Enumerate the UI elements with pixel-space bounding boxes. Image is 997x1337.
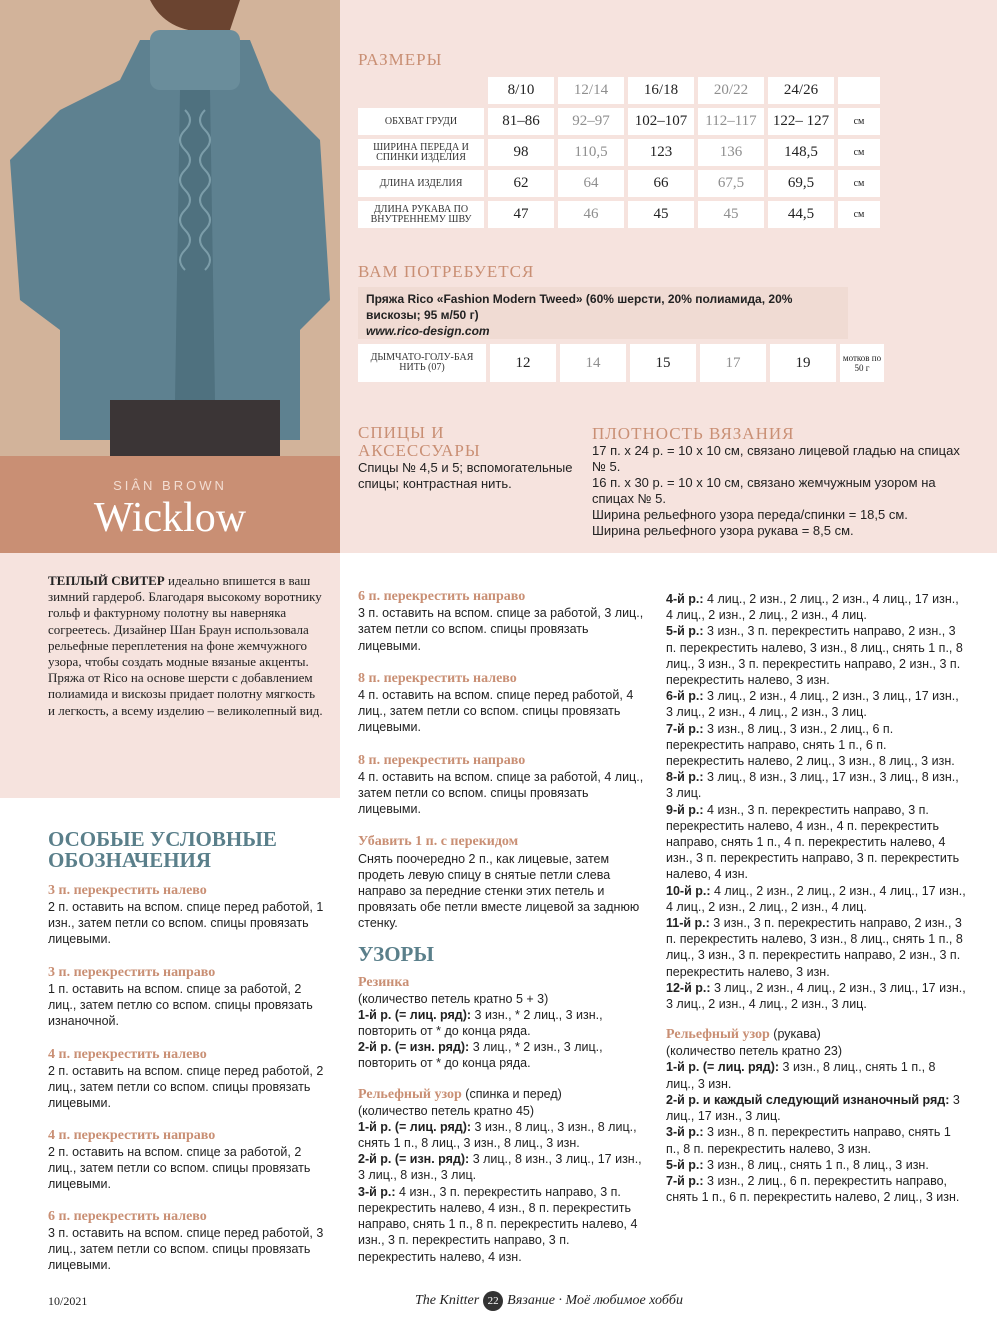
row-label: ШИРИНА ПЕРЕДА И СПИНКИ ИЗДЕЛИЯ bbox=[358, 139, 484, 166]
intro-lead: ТЕПЛЫЙ СВИТЕР bbox=[48, 573, 165, 588]
row-text: 4 лиц., 2 изн., 2 лиц., 2 изн., 4 лиц., 17 изн., 4 лиц., 2 изн., 2 лиц., 2 изн., 4 лиц. bbox=[666, 883, 966, 914]
pattern-row bbox=[666, 1059, 966, 1091]
row-text: 4 лиц., 2 изн., 2 лиц., 2 изн., 4 лиц., 17 изн., 4 лиц., 2 изн., 2 лиц., 2 изн., 4 лиц. bbox=[666, 592, 959, 623]
abbreviation-desc: 3 п. оставить на вспом. спице перед работой, 3 лиц., затем петли со вспом. спицы провязать лицевыми. bbox=[48, 1226, 324, 1272]
yarn-quantity: 17 bbox=[700, 344, 766, 382]
unit: см bbox=[838, 139, 880, 166]
needles-text: Спицы № 4,5 и 5; вспомогательные спицы; контрастная нить. bbox=[358, 460, 573, 491]
cell: 69,5 bbox=[768, 170, 834, 197]
abbreviation-desc: 4 п. оставить на вспом. спице за работой, 4 лиц., затем петли со вспом. спицы провязать лицевыми. bbox=[358, 769, 644, 817]
sizes-heading: РАЗМЕРЫ bbox=[358, 50, 443, 69]
intro-body: идеально впишется в ваш зимний гардероб. Благодаря высокому воротнику гольф и фактурному полотну вы наверняка согреетесь. Дизайнер Шан Браун использовала рельефные переплетения на фоне жемчужного узора, чтобы создать модные вязаные акценты. Пряжа от Rico на основе шерсти с добавлением полиамида и вискозы придает полотну мягкость и легкость, а всему изделию – великолепный вид. bbox=[48, 573, 323, 718]
sizes-header-row bbox=[358, 77, 880, 104]
yarn-quantity: 15 bbox=[630, 344, 696, 382]
gauge-line: Ширина рельефного узора переда/спинки = 18,5 см. bbox=[592, 507, 908, 522]
sizes-table bbox=[354, 73, 884, 232]
cell: 67,5 bbox=[698, 170, 764, 197]
abbreviations-heading: ОСОБЫЕ УСЛОВНЫЕ ОБОЗНАЧЕНИЯ bbox=[48, 827, 277, 872]
relief-title bbox=[358, 1086, 650, 1103]
sleeve-title-text: Рельефный узор bbox=[666, 1027, 770, 1043]
rib-note: (количество петель кратно 5 + 3) bbox=[358, 991, 549, 1006]
size-header: 24/26 bbox=[768, 77, 834, 104]
pattern-row bbox=[666, 688, 966, 720]
abbreviation-desc: 4 п. оставить на вспом. спице перед работой, 4 лиц., затем петли со вспом. спицы провязать лицевыми. bbox=[358, 688, 634, 735]
yarn-unit: мотков по 50 г bbox=[840, 344, 884, 382]
yarn-box bbox=[358, 287, 848, 339]
row-label: 1-й р. (= лиц. ряд): bbox=[666, 1060, 780, 1075]
unit: см bbox=[838, 108, 880, 135]
row-label: 1-й р. (= лиц. ряд): bbox=[358, 1119, 472, 1134]
cell: 92–97 bbox=[558, 108, 624, 135]
sizes-row bbox=[358, 170, 880, 197]
row-text: 4 изн., 3 п. перекрестить направо, 3 п. перекрестить налево, 4 изн., 8 п. перекрестить направо, снять 1 п., 8 п. перекрестить налево, 4 изн., 3 п. перекрестить направо, 3 п. перекрестить налево, 4 изн. bbox=[358, 1184, 638, 1264]
gauge-line: 17 п. x 24 р. = 10 x 10 см, связано лицевой гладью на спицах № 5. bbox=[592, 443, 960, 474]
row-text: 3 изн., 3 п. перекрестить направо, 2 изн., 3 п. перекрестить налево, 3 изн., 8 лиц., снять 1 п., 8 лиц., 3 изн., 3 п. перекрестить направо, 2 изн., 3 п. перекрестить налево, 3 изн. bbox=[666, 916, 963, 979]
abbreviation-desc: 2 п. оставить на вспом. спице перед работой, 1 изн., затем петли со вспом. спицы провязать лицевыми. bbox=[48, 900, 324, 946]
row-text: 3 лиц., 2 изн., 4 лиц., 2 изн., 3 лиц., 17 изн., 3 лиц., 2 изн., 4 лиц., 2 изн., 3 лиц. bbox=[666, 689, 959, 720]
cell: 98 bbox=[488, 139, 554, 166]
cell: 81–86 bbox=[488, 108, 554, 135]
cell: 45 bbox=[628, 201, 694, 228]
row-text: 3 изн., * 2 лиц., 3 изн., повторить от * до конца ряда. bbox=[358, 1007, 603, 1039]
unit: см bbox=[838, 201, 880, 228]
cell: 102–107 bbox=[628, 108, 694, 135]
intro-box bbox=[0, 553, 340, 798]
row-label: 7-й р.: bbox=[666, 1173, 704, 1188]
pattern-row bbox=[358, 1039, 650, 1071]
abbreviation-title: 6 п. перекрестить налево bbox=[48, 1209, 207, 1224]
row-label: 5-й р.: bbox=[666, 624, 704, 639]
row-label: ДЛИНА РУКАВА ПО ВНУТРЕННЕМУ ШВУ bbox=[358, 201, 484, 228]
row-label: 10-й р.: bbox=[666, 883, 711, 898]
pattern-title: Wicklow bbox=[93, 495, 247, 541]
row-text: 3 изн., 8 лиц., 3 изн., 2 лиц., 6 п. перекрестить направо, снять 1 п., 6 п. перекрестить налево, 2 лиц., 3 изн., 8 лиц., 3 изн. bbox=[666, 721, 955, 769]
sizes-row bbox=[358, 139, 880, 166]
size-header: 20/22 bbox=[698, 77, 764, 104]
size-header: 8/10 bbox=[488, 77, 554, 104]
yarn-color-label: ДЫМЧАТО-ГОЛУ-БАЯ НИТЬ (07) bbox=[358, 344, 486, 382]
abbreviation-title: 8 п. перекрестить направо bbox=[358, 752, 526, 768]
yarn-quantity: 14 bbox=[560, 344, 626, 382]
row-text: 3 лиц., 2 изн., 4 лиц., 2 изн., 3 лиц., 17 изн., 3 лиц., 2 изн., 4 лиц., 2 изн., 3 лиц. bbox=[666, 980, 966, 1012]
pattern-row bbox=[666, 1092, 966, 1124]
yarn-website: www.rico-design.com bbox=[366, 324, 490, 338]
rib-title: Резинка bbox=[358, 974, 410, 990]
gauge-line: 16 п. x 30 р. = 10 x 10 см, связано жемчужным узором на спицах № 5. bbox=[592, 475, 936, 506]
pattern-row bbox=[666, 883, 966, 915]
cell: 123 bbox=[628, 139, 694, 166]
row-label: 2-й р. и каждый следующий изнаночный ряд: bbox=[666, 1092, 950, 1107]
abbreviation-title: Убавить 1 п. с перекидом bbox=[358, 834, 519, 850]
issue-number: 10/2021 bbox=[48, 1294, 88, 1308]
row-text: 3 изн., 8 лиц., 3 изн., 8 лиц., снять 1 п., 8 лиц., 3 изн., 8 лиц., 3 изн. bbox=[358, 1119, 637, 1151]
row-text: 3 лиц., 8 изн., 3 лиц., 17 изн., 3 лиц., 8 изн., 3 лиц. bbox=[666, 770, 959, 801]
yarn-quantity-row bbox=[358, 344, 884, 382]
intro-text bbox=[48, 573, 324, 719]
size-header: 16/18 bbox=[628, 77, 694, 104]
patterns-heading: УЗОРЫ bbox=[358, 941, 435, 966]
row-label: 7-й р.: bbox=[666, 721, 704, 736]
sweater-photo bbox=[0, 0, 340, 456]
cell: 110,5 bbox=[558, 139, 624, 166]
title-block bbox=[0, 456, 340, 553]
pattern-row bbox=[358, 1119, 650, 1151]
pattern-row bbox=[666, 1157, 966, 1173]
sleeve-note: (количество петель кратно 23) bbox=[666, 1044, 843, 1059]
row-label: 11-й р.: bbox=[666, 916, 710, 931]
gauge-heading: ПЛОТНОСТЬ ВЯЗАНИЯ bbox=[592, 424, 795, 443]
abbreviation-entry bbox=[48, 964, 333, 1029]
page-number: 22 bbox=[483, 1291, 503, 1311]
cell: 136 bbox=[698, 139, 764, 166]
abbreviation-entry bbox=[358, 589, 650, 654]
row-text: 3 изн., 3 п. перекрестить направо, 2 изн., 3 п. перекрестить налево, 3 изн., 8 лиц., снять 1 п., 8 лиц., 3 изн., 3 п. перекрестить направо, 2 изн., 3 п. перекрестить налево, 3 изн. bbox=[666, 624, 963, 688]
cell: 47 bbox=[488, 201, 554, 228]
row-text: 3 изн., 2 лиц., 6 п. перекрестить направо, снять 1 п., 6 п. перекрестить налево, 2 лиц., 3 изн. bbox=[666, 1173, 960, 1205]
cell: 46 bbox=[558, 201, 624, 228]
yarn-quantity: 12 bbox=[490, 344, 556, 382]
row-label: 12-й р.: bbox=[666, 980, 711, 995]
abbreviation-title: 4 п. перекрестить налево bbox=[48, 1047, 207, 1062]
row-label: 3-й р.: bbox=[666, 1125, 704, 1140]
row-label: 9-й р.: bbox=[666, 802, 704, 817]
row-label: 2-й р. (= изн. ряд): bbox=[358, 1152, 470, 1167]
unit: см bbox=[838, 170, 880, 197]
abbreviation-entry bbox=[358, 671, 650, 736]
footer-credit bbox=[415, 1291, 683, 1311]
pattern-row bbox=[666, 623, 966, 688]
abbreviation-entry bbox=[48, 1127, 333, 1192]
pattern-row bbox=[358, 1151, 650, 1183]
abbreviation-desc: 1 п. оставить на вспом. спице за работой, 2 лиц., затем петлю со вспом. спицы провязать изнаночной. bbox=[48, 982, 313, 1028]
relief-title-text: Рельефный узор bbox=[358, 1086, 462, 1102]
row-label: 2-й р. (= изн. ряд): bbox=[358, 1040, 470, 1055]
pattern-row bbox=[666, 721, 966, 770]
abbreviation-desc: 2 п. оставить на вспом. спице перед работой, 2 лиц., затем петли со вспом. спицы провязать лицевыми. bbox=[48, 1064, 324, 1110]
row-label: 6-й р.: bbox=[666, 689, 704, 704]
sizes-row bbox=[358, 201, 880, 228]
row-label: 5-й р.: bbox=[666, 1157, 704, 1172]
pattern-row bbox=[358, 1007, 650, 1039]
row-label: 8-й р.: bbox=[666, 770, 704, 785]
abbreviation-entry bbox=[48, 882, 333, 947]
pattern-row bbox=[666, 1124, 966, 1156]
row-label: ДЛИНА ИЗДЕЛИЯ bbox=[358, 170, 484, 197]
needles-heading: СПИЦЫ И АКСЕССУАРЫ bbox=[358, 423, 481, 460]
abbreviation-entry bbox=[358, 834, 650, 931]
abbreviation-desc: 3 п. оставить на вспом. спице за работой, 3 лиц., затем петли со вспом. спицы провязать лицевыми. bbox=[358, 606, 644, 653]
row-text: 3 изн., 8 п. перекрестить направо, снять 1 п., 8 п. перекрестить налево, 3 изн. bbox=[666, 1125, 951, 1156]
magazine-name: The Knitter bbox=[415, 1293, 480, 1308]
pattern-row bbox=[666, 802, 966, 883]
materials-heading: ВАМ ПОТРЕБУЕТСЯ bbox=[358, 262, 535, 281]
abbreviation-entry bbox=[358, 753, 650, 818]
row-label: 1-й р. (= лиц. ряд): bbox=[358, 1007, 472, 1022]
row-label: 3-й р.: bbox=[358, 1184, 396, 1199]
designer-name: SIÂN BROWN bbox=[113, 478, 227, 493]
abbreviation-title: 8 п. перекрестить налево bbox=[358, 670, 517, 686]
row-text: 3 лиц., 8 изн., 3 лиц., 17 изн., 3 лиц., 8 изн., 3 лиц. bbox=[358, 1152, 642, 1183]
abbreviation-entry bbox=[48, 1208, 333, 1273]
cell: 64 bbox=[558, 170, 624, 197]
cell: 148,5 bbox=[768, 139, 834, 166]
relief-note: (количество петель кратно 45) bbox=[358, 1103, 535, 1118]
gauge-line: Ширина рельефного узора рукава = 8,5 см. bbox=[592, 523, 854, 538]
abbreviation-title: 6 п. перекрестить направо bbox=[358, 589, 526, 604]
size-header: 12/14 bbox=[558, 77, 624, 104]
abbreviation-desc: Снять поочередно 2 п., как лицевые, затем продеть левую спицу в снятые петли слева направо за передние стенки этих петель и провязать обе петли вместе лицевой за заднюю стенку. bbox=[358, 851, 640, 931]
row-text: 3 изн., 8 лиц., снять 1 п., 8 лиц., 3 изн. bbox=[666, 1060, 936, 1091]
cell: 45 bbox=[698, 201, 764, 228]
relief-suffix: (спинка и перед) bbox=[461, 1086, 562, 1101]
pattern-row bbox=[666, 1173, 966, 1205]
pattern-row bbox=[666, 980, 966, 1012]
abbreviation-title: 3 п. перекрестить направо bbox=[48, 965, 216, 980]
sleeve-suffix: (рукава) bbox=[769, 1027, 821, 1042]
pattern-row bbox=[666, 591, 966, 623]
cell: 112–117 bbox=[698, 108, 764, 135]
cell: 122– 127 bbox=[768, 108, 834, 135]
cell: 44,5 bbox=[768, 201, 834, 228]
cell: 62 bbox=[488, 170, 554, 197]
pattern-row bbox=[666, 769, 966, 801]
row-text: 3 лиц., * 2 изн., 3 лиц., повторить от * до конца ряда. bbox=[358, 1040, 603, 1071]
column-3 bbox=[666, 591, 966, 1205]
column-2 bbox=[358, 589, 650, 1265]
magazine-tagline: Вязание · Моё любимое хобби bbox=[507, 1293, 683, 1308]
sleeve-title bbox=[666, 1026, 966, 1043]
abbreviation-desc: 2 п. оставить на вспом. спице за работой, 2 лиц., затем петли со вспом. спицы провязать лицевыми. bbox=[48, 1145, 311, 1191]
yarn-description: Пряжа Rico «Fashion Modern Tweed» (60% шерсти, 20% полиамида, 20% вискозы; 95 м/50 г) bbox=[366, 292, 793, 322]
pattern-row bbox=[358, 1184, 650, 1265]
gauge-text bbox=[592, 443, 977, 539]
row-text: 4 изн., 3 п. перекрестить направо, 3 п. перекрестить налево, 4 изн., 4 п. перекрестить направо, снять 1 п., 4 п. перекрестить налево, 4 изн., 3 п. перекрестить направо, 3 п. перекрестить налево, 4 изн. bbox=[666, 802, 960, 882]
abbreviation-entry bbox=[48, 1046, 333, 1111]
sizes-row bbox=[358, 108, 880, 135]
row-text: 3 изн., 8 лиц., снять 1 п., 8 лиц., 3 изн. bbox=[703, 1157, 929, 1172]
row-label: 4-й р.: bbox=[666, 592, 704, 606]
row-label: ОБХВАТ ГРУДИ bbox=[358, 108, 484, 135]
row-text: 3 лиц., 17 изн., 3 лиц. bbox=[666, 1092, 960, 1124]
abbreviation-title: 4 п. перекрестить направо bbox=[48, 1128, 216, 1143]
yarn-quantity: 19 bbox=[770, 344, 836, 382]
abbreviation-title: 3 п. перекрестить налево bbox=[48, 883, 207, 898]
cell: 66 bbox=[628, 170, 694, 197]
pattern-row bbox=[666, 915, 966, 980]
